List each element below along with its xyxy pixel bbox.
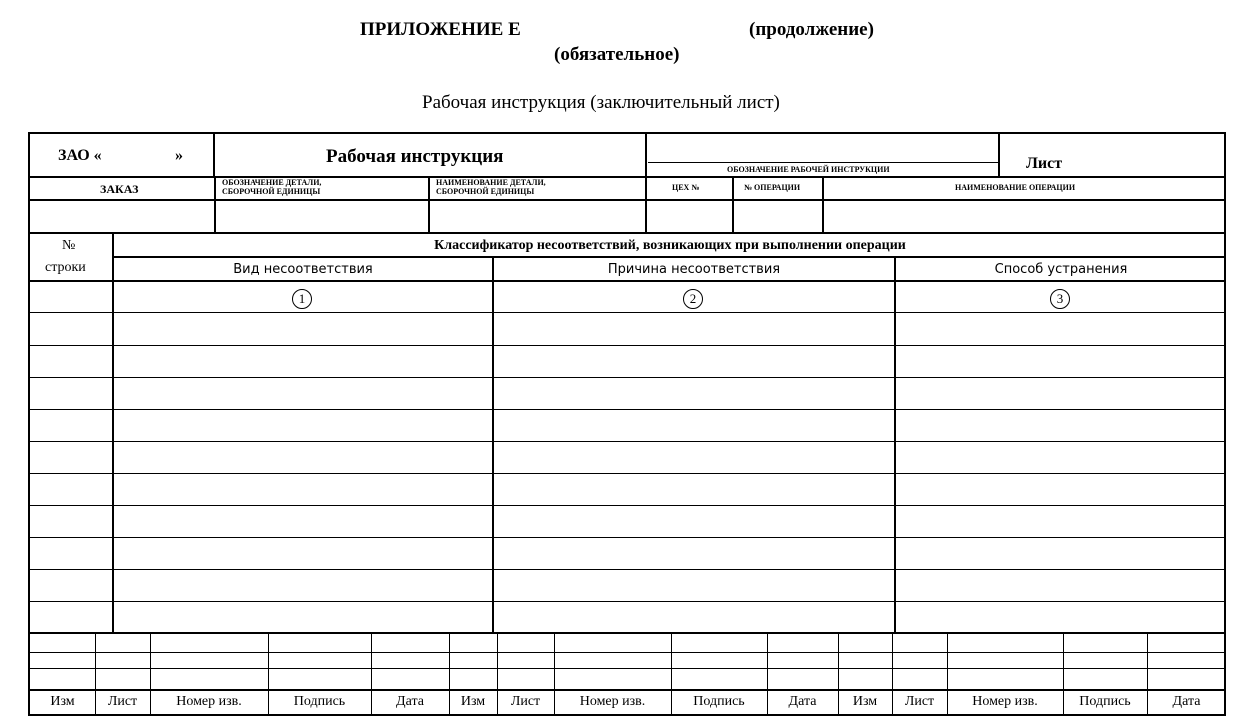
- column-number-2: 2: [683, 289, 703, 309]
- stamp-label: Дата: [396, 694, 424, 709]
- stamp-label: Подпись: [693, 694, 745, 709]
- column-number-1: 1: [292, 289, 312, 309]
- part-name-label: НАИМЕНОВАНИЕ ДЕТАЛИ,: [436, 178, 546, 187]
- instruction-designation-label: ОБОЗНАЧЕНИЕ РАБОЧЕЙ ИНСТРУКЦИИ: [727, 165, 890, 174]
- work-instruction-form: [28, 132, 1226, 716]
- stamp-label: Изм: [852, 694, 878, 709]
- stamp-label: Дата: [788, 694, 817, 709]
- form-subtitle: Рабочая инструкция (заключительный лист): [422, 92, 780, 113]
- company-close-quote: »: [175, 147, 183, 164]
- stamp-label: Изм: [460, 694, 486, 709]
- stamp-label: Номер изв.: [176, 694, 242, 709]
- order-label: ЗАКАЗ: [100, 182, 139, 196]
- mandatory-label: (обязательное): [554, 44, 680, 65]
- part-designation-label: ОБОЗНАЧЕНИЕ ДЕТАЛИ,: [222, 178, 322, 187]
- stamp-label: Дата: [1172, 694, 1201, 709]
- appendix-title: ПРИЛОЖЕНИЕ Е: [360, 19, 521, 40]
- stamp-label: Лист: [904, 694, 935, 709]
- stamp-label: Подпись: [293, 694, 346, 709]
- part-designation-label-line2: СБОРОЧНОЙ ЕДИНИЦЫ: [222, 187, 321, 196]
- column-number-3: 3: [1050, 289, 1070, 309]
- stamp-label: Изм: [50, 694, 75, 709]
- row-number-label-line2: строки: [45, 260, 86, 275]
- row-number-label: №: [62, 238, 76, 253]
- stamp-label: Лист: [510, 694, 541, 709]
- sheet-label: Лист: [1026, 155, 1063, 172]
- elimination-method-header: Способ устранения: [994, 262, 1128, 277]
- company-label: ЗАО «: [58, 147, 102, 164]
- nonconformity-cause-header: Причина несоответствия: [607, 262, 781, 277]
- shop-number-label: ЦЕХ №: [672, 183, 700, 192]
- nonconformity-type-header: Вид несоответствия: [233, 262, 373, 277]
- stamp-label: Лист: [107, 694, 138, 709]
- stamp-label: Номер изв.: [579, 694, 646, 709]
- operation-number-label: № ОПЕРАЦИИ: [744, 183, 801, 192]
- doc-title: Рабочая инструкция: [326, 146, 504, 167]
- instruction-designation-field[interactable]: [650, 138, 990, 160]
- operation-name-label: НАИМЕНОВАНИЕ ОПЕРАЦИИ: [955, 183, 1076, 192]
- part-name-label-line2: СБОРОЧНОЙ ЕДИНИЦЫ: [436, 187, 535, 196]
- stamp-label: Подпись: [1079, 694, 1131, 709]
- classifier-title: Классификатор несоответствий, возникающих при выполнении операции: [434, 238, 906, 253]
- stamp-label: Номер изв.: [972, 694, 1038, 709]
- continuation-label: (продолжение): [749, 19, 874, 40]
